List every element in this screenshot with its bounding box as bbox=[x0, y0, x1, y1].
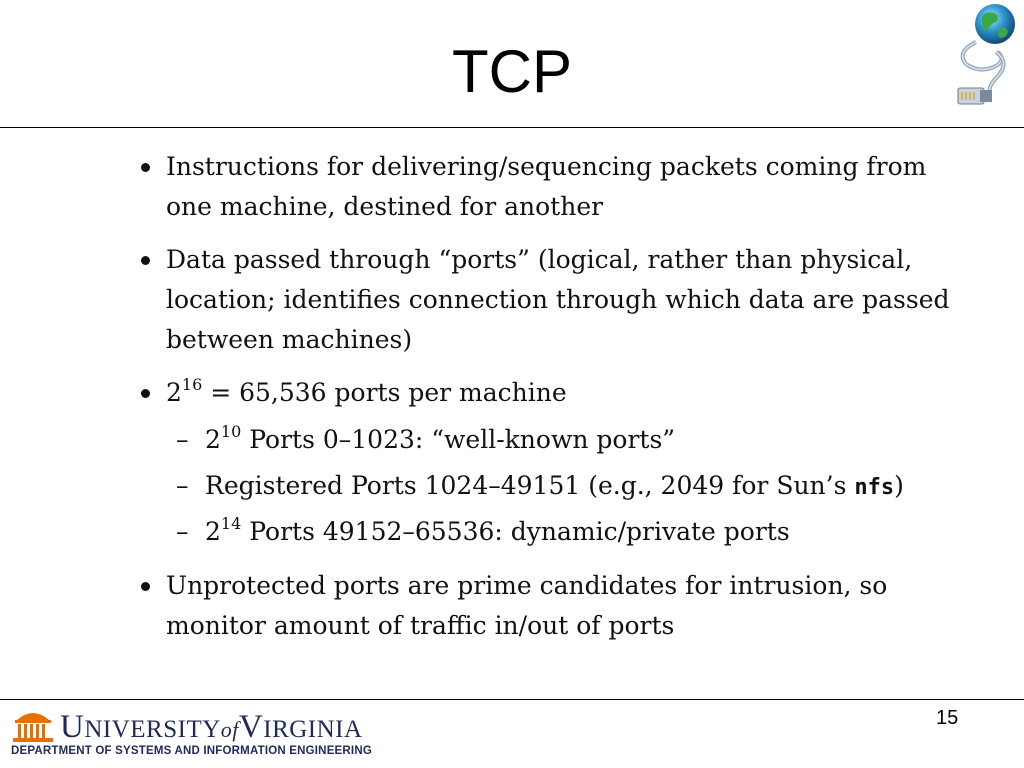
university-name: UNIVERSITYofVIRGINIA bbox=[60, 709, 363, 745]
power-base: 2 bbox=[166, 378, 182, 407]
bullet-point-icon bbox=[141, 256, 150, 265]
slide-title: TCP bbox=[452, 38, 572, 105]
bullet-3-text: = 65,536 ports per machine bbox=[202, 378, 567, 407]
power-exponent: 16 bbox=[181, 374, 203, 394]
rotunda-icon bbox=[11, 706, 55, 744]
subitem-3-line bbox=[205, 513, 790, 548]
bullet-point-icon bbox=[141, 163, 150, 172]
footer-divider bbox=[0, 699, 1024, 700]
bullet-4-line-2: monitor amount of traffic in/out of ports bbox=[166, 611, 675, 640]
department-name: DEPARTMENT OF SYSTEMS AND INFORMATION ENGINEERING bbox=[11, 745, 372, 757]
subitem-2-text: Registered Ports 1024–49151 (e.g., 2049 for Sun’s bbox=[205, 471, 855, 500]
bullet-3-line bbox=[166, 374, 567, 409]
bullet-2-line-1: Data passed through “ports” (logical, rather than physical, bbox=[166, 245, 913, 274]
bullet-2-line-2: location; identifies connection through which data are passed bbox=[166, 285, 950, 314]
power-exponent: 10 bbox=[220, 421, 242, 441]
power-exponent: 14 bbox=[220, 513, 242, 533]
subitem-2-close: ) bbox=[894, 471, 904, 500]
subitem-3-text: Ports 49152–65536: dynamic/private ports bbox=[241, 517, 790, 546]
power-base: 2 bbox=[205, 425, 221, 454]
bullet-4-line-1: Unprotected ports are prime candidates for intrusion, so bbox=[166, 571, 888, 600]
power-base: 2 bbox=[205, 517, 221, 546]
bullet-point-icon bbox=[141, 582, 150, 591]
page-number: 15 bbox=[936, 707, 959, 729]
subitem-1-text: Ports 0–1023: “well-known ports” bbox=[241, 425, 676, 454]
bullet-1-line-1: Instructions for delivering/sequencing packets coming from bbox=[166, 152, 927, 181]
sub-bullet-dash: – bbox=[176, 471, 189, 500]
bullet-point-icon bbox=[141, 389, 150, 398]
nfs-code: nfs bbox=[854, 475, 895, 500]
subitem-2-line bbox=[205, 470, 904, 504]
sub-bullet-dash: – bbox=[176, 517, 189, 546]
sub-bullet-dash: – bbox=[176, 425, 189, 454]
subitem-1-line bbox=[205, 421, 676, 456]
bullet-1-line-2: one machine, destined for another bbox=[166, 192, 604, 221]
bullet-2-line-3: between machines) bbox=[166, 325, 413, 354]
